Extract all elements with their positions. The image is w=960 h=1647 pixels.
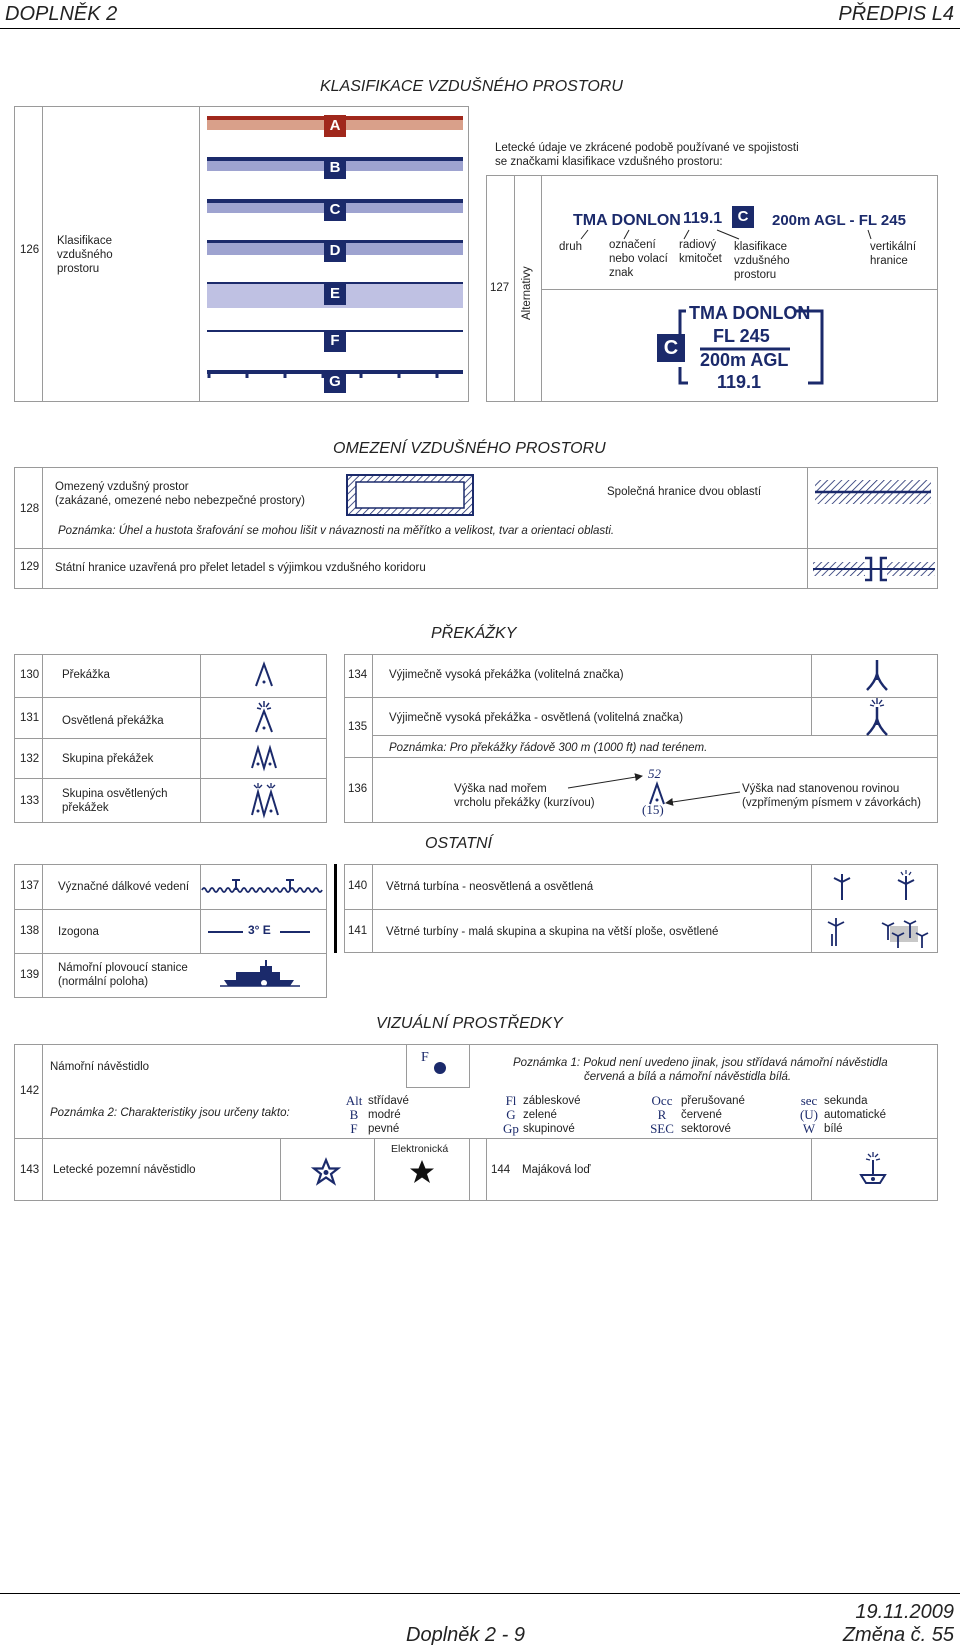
alt-name: TMA DONLON <box>689 303 811 323</box>
row139-label-2: (normální poloha) <box>58 976 149 988</box>
row-number: 130 <box>20 669 40 681</box>
legend-code: R <box>657 1107 667 1122</box>
example-freq: 119.1 <box>683 210 723 227</box>
legend-text: pevné <box>368 1123 400 1135</box>
row136-right-1: Výška nad stanovenou rovinou <box>742 783 900 795</box>
row142-note1-1: Poznámka 1: Pokud není uvedeno jinak, jsou střídavá námořní návěstidla <box>513 1057 888 1069</box>
row-number: 134 <box>348 669 368 681</box>
row128-label-1: Omezený vzdušný prostor <box>55 481 189 493</box>
legend-code: F <box>350 1121 358 1136</box>
row-number: 137 <box>20 880 40 892</box>
lit-obstacle-icon <box>253 700 275 734</box>
row133-label-2: překážek <box>62 802 109 814</box>
exceptional-obstacle-icon <box>865 658 889 692</box>
legend-code: Fl <box>505 1093 517 1108</box>
row-number: 136 <box>348 783 368 795</box>
alt-freq: 119.1 <box>717 372 762 392</box>
row131-label: Osvětlená překážka <box>62 715 164 727</box>
class-f-box: F <box>324 330 346 352</box>
legend-code: W <box>802 1121 816 1136</box>
row141-label: Větrné turbíny - malá skupina a skupina na větší ploše, osvětlené <box>386 926 719 938</box>
beacon-dot-icon <box>434 1062 446 1074</box>
common-boundary-symbol <box>815 478 931 506</box>
row128-common: Společná hranice dvou oblastí <box>607 486 762 498</box>
legend-code: SEC <box>650 1121 674 1136</box>
lbl-oznaceni-3: znak <box>609 267 634 279</box>
row135-label: Výjimečně vysoká překážka - osvětlená (volitelná značka) <box>389 712 684 724</box>
row130-label: Překážka <box>62 669 110 681</box>
row142-label: Námořní návěstidlo <box>50 1061 150 1073</box>
footer-change: Změna č. 55 <box>842 1624 954 1646</box>
lbl-oznaceni-2: nebo volací <box>609 253 668 265</box>
row140-label: Větrná turbína - neosvětlená a osvětlená <box>386 881 594 893</box>
section-title-classification: KLASIFIKACE VZDUŠNÉHO PROSTORU <box>320 78 623 95</box>
row142-note2: Poznámka 2: Charakteristiky jsou určeny takto: <box>50 1107 290 1119</box>
row-number: 127 <box>490 282 510 294</box>
row-number: 131 <box>20 712 40 724</box>
lbl-klas-3: prostoru <box>734 269 777 281</box>
aero-beacon-star-icon <box>313 1159 339 1185</box>
section-title-visual: VIZUÁLNÍ PROSTŘEDKY <box>376 1015 563 1032</box>
class-a-box: A <box>324 115 346 137</box>
row143-electronic: Elektronická <box>391 1143 449 1155</box>
footer-rule <box>0 1593 960 1594</box>
row-number: 126 <box>20 244 40 256</box>
lbl-radio-2: kmitočet <box>679 253 722 265</box>
row-number: 132 <box>20 753 40 765</box>
lbl-klas-2: vzdušného <box>734 255 790 267</box>
class-g-box: G <box>324 371 346 393</box>
row127-side-label: Alternativy <box>521 266 533 320</box>
row-number: 138 <box>20 925 40 937</box>
row135-note: Poznámka: Pro překážky řádově 300 m (1000 ft) nad terénem. <box>389 742 708 754</box>
row142-note1-2: červená a bílá a námořní návěstidla bílá. <box>584 1071 792 1083</box>
row133-label-1: Skupina osvětlených <box>62 788 168 800</box>
power-line-symbol <box>202 878 324 894</box>
legend-code: sec <box>800 1093 818 1108</box>
row127-intro-2: se značkami klasifikace vzdušného prostoru: <box>495 156 723 168</box>
legend-text: zelené <box>523 1109 557 1121</box>
legend-code: Gp <box>503 1121 519 1136</box>
section-title-obstacles: PŘEKÁŽKY <box>431 625 517 642</box>
exceptional-lit-obstacle-icon <box>865 697 889 737</box>
legend-text: přerušované <box>681 1095 745 1107</box>
legend-code: B <box>349 1107 359 1122</box>
row-number: 135 <box>348 721 368 733</box>
section-title-other: OSTATNÍ <box>425 835 492 852</box>
separator-bar <box>334 864 337 953</box>
lit-obstacle-group-icon <box>250 782 280 818</box>
legend-text: sektorové <box>681 1123 731 1135</box>
row-number: 139 <box>20 969 40 981</box>
class-e-box: E <box>324 283 346 305</box>
row144-label: Majáková loď <box>522 1164 591 1176</box>
alt-class-box: C <box>657 334 685 362</box>
row-number: 142 <box>20 1085 40 1097</box>
row-number: 143 <box>20 1164 40 1176</box>
header-left: DOPLNĚK 2 <box>5 3 118 25</box>
lbl-oznaceni-1: označení <box>609 239 656 251</box>
footer-date: 19.11.2009 <box>855 1601 954 1623</box>
row129-label: Státní hranice uzavřená pro přelet letadel s výjimkou vzdušného koridoru <box>55 562 426 574</box>
wind-turbine-icons <box>830 870 930 904</box>
row126-label-1: Klasifikace <box>57 235 112 247</box>
beacon-code: F <box>421 1050 429 1065</box>
electronic-beacon-star-icon <box>409 1159 435 1185</box>
row143-label: Letecké pozemní návěstidlo <box>53 1164 196 1176</box>
legend-code: Occ <box>651 1093 673 1108</box>
example-vertical: 200m AGL - FL 245 <box>772 212 906 229</box>
row128-label-2: (zakázané, omezené nebo nebezpečné prostory) <box>55 495 305 507</box>
row136-arrows <box>560 770 770 810</box>
wind-turbine-group-icons <box>822 912 934 950</box>
obstacle-group-icon <box>250 742 278 772</box>
class-c-box: C <box>324 199 346 221</box>
row-number: 128 <box>20 503 40 515</box>
legend-code: G <box>506 1107 516 1122</box>
lbl-radio-1: radiový <box>679 239 717 251</box>
footer-page: Doplněk 2 - 9 <box>406 1624 525 1646</box>
alt-upper: FL 245 <box>713 326 770 346</box>
legend-text: bílé <box>824 1123 843 1135</box>
ship-station-icon <box>220 958 300 988</box>
state-border-corridor-symbol <box>813 556 935 582</box>
legend-text: skupinové <box>523 1123 575 1135</box>
lightship-icon <box>858 1151 888 1187</box>
legend-code: (U) <box>799 1107 819 1122</box>
row138-label: Izogona <box>58 926 99 938</box>
row136-height: (15) <box>642 802 664 817</box>
row132-label: Skupina překážek <box>62 753 154 765</box>
row136-elev: 52 <box>648 766 661 781</box>
lbl-druh: druh <box>559 241 583 253</box>
header-right: PŘEDPIS L4 <box>838 3 954 25</box>
legend-text: červené <box>681 1109 722 1121</box>
row134-label: Výjimečně vysoká překážka (volitelná značka) <box>389 669 624 681</box>
example-name: TMA DONLON <box>573 212 681 229</box>
alt-lower: 200m AGL <box>700 350 789 370</box>
obstacle-icon <box>254 660 274 690</box>
example-class-box: C <box>732 206 754 228</box>
row-number: 129 <box>20 561 40 573</box>
legend-text: automatické <box>824 1109 887 1121</box>
lbl-klas-1: klasifikace <box>734 241 788 253</box>
row-number: 144 <box>491 1164 511 1176</box>
header-rule <box>0 28 960 29</box>
row136-right-2: (vzpřímeným písmem v závorkách) <box>742 797 921 809</box>
legend-text: střídavé <box>368 1095 409 1107</box>
row139-label-1: Námořní plovoucí stanice <box>58 962 188 974</box>
restricted-area-symbol <box>346 474 474 516</box>
legend-text: modré <box>368 1109 401 1121</box>
row128-note: Poznámka: Úhel a hustota šrafování se mohou lišit v návaznosti na měřítko a velikost, tvar a orientaci oblasti. <box>58 525 615 537</box>
row136-left-2: vrcholu překážky (kurzívou) <box>454 797 595 809</box>
lbl-vert-2: hranice <box>870 255 908 267</box>
row-number: 133 <box>20 795 40 807</box>
section-title-restrictions: OMEZENÍ VZDUŠNÉHO PROSTORU <box>333 440 606 457</box>
row126-label-2: vzdušného <box>57 249 113 261</box>
row127-intro-1: Letecké údaje ve zkrácené podobě používané ve spojistosti <box>495 142 799 154</box>
class-d-box: D <box>324 240 346 262</box>
row-number: 141 <box>348 925 368 937</box>
legend-text: sekunda <box>824 1095 868 1107</box>
row-number: 140 <box>348 880 368 892</box>
row126-label-3: prostoru <box>57 263 100 275</box>
lbl-vert-1: vertikální <box>870 241 917 253</box>
row136-left-1: Výška nad mořem <box>454 783 547 795</box>
legend-code: Alt <box>345 1093 363 1108</box>
isogonic-value: 3° E <box>248 923 271 937</box>
legend-text: zábleskové <box>523 1095 581 1107</box>
row137-label: Význačné dálkové vedení <box>58 881 190 893</box>
class-b-box: B <box>324 157 346 179</box>
